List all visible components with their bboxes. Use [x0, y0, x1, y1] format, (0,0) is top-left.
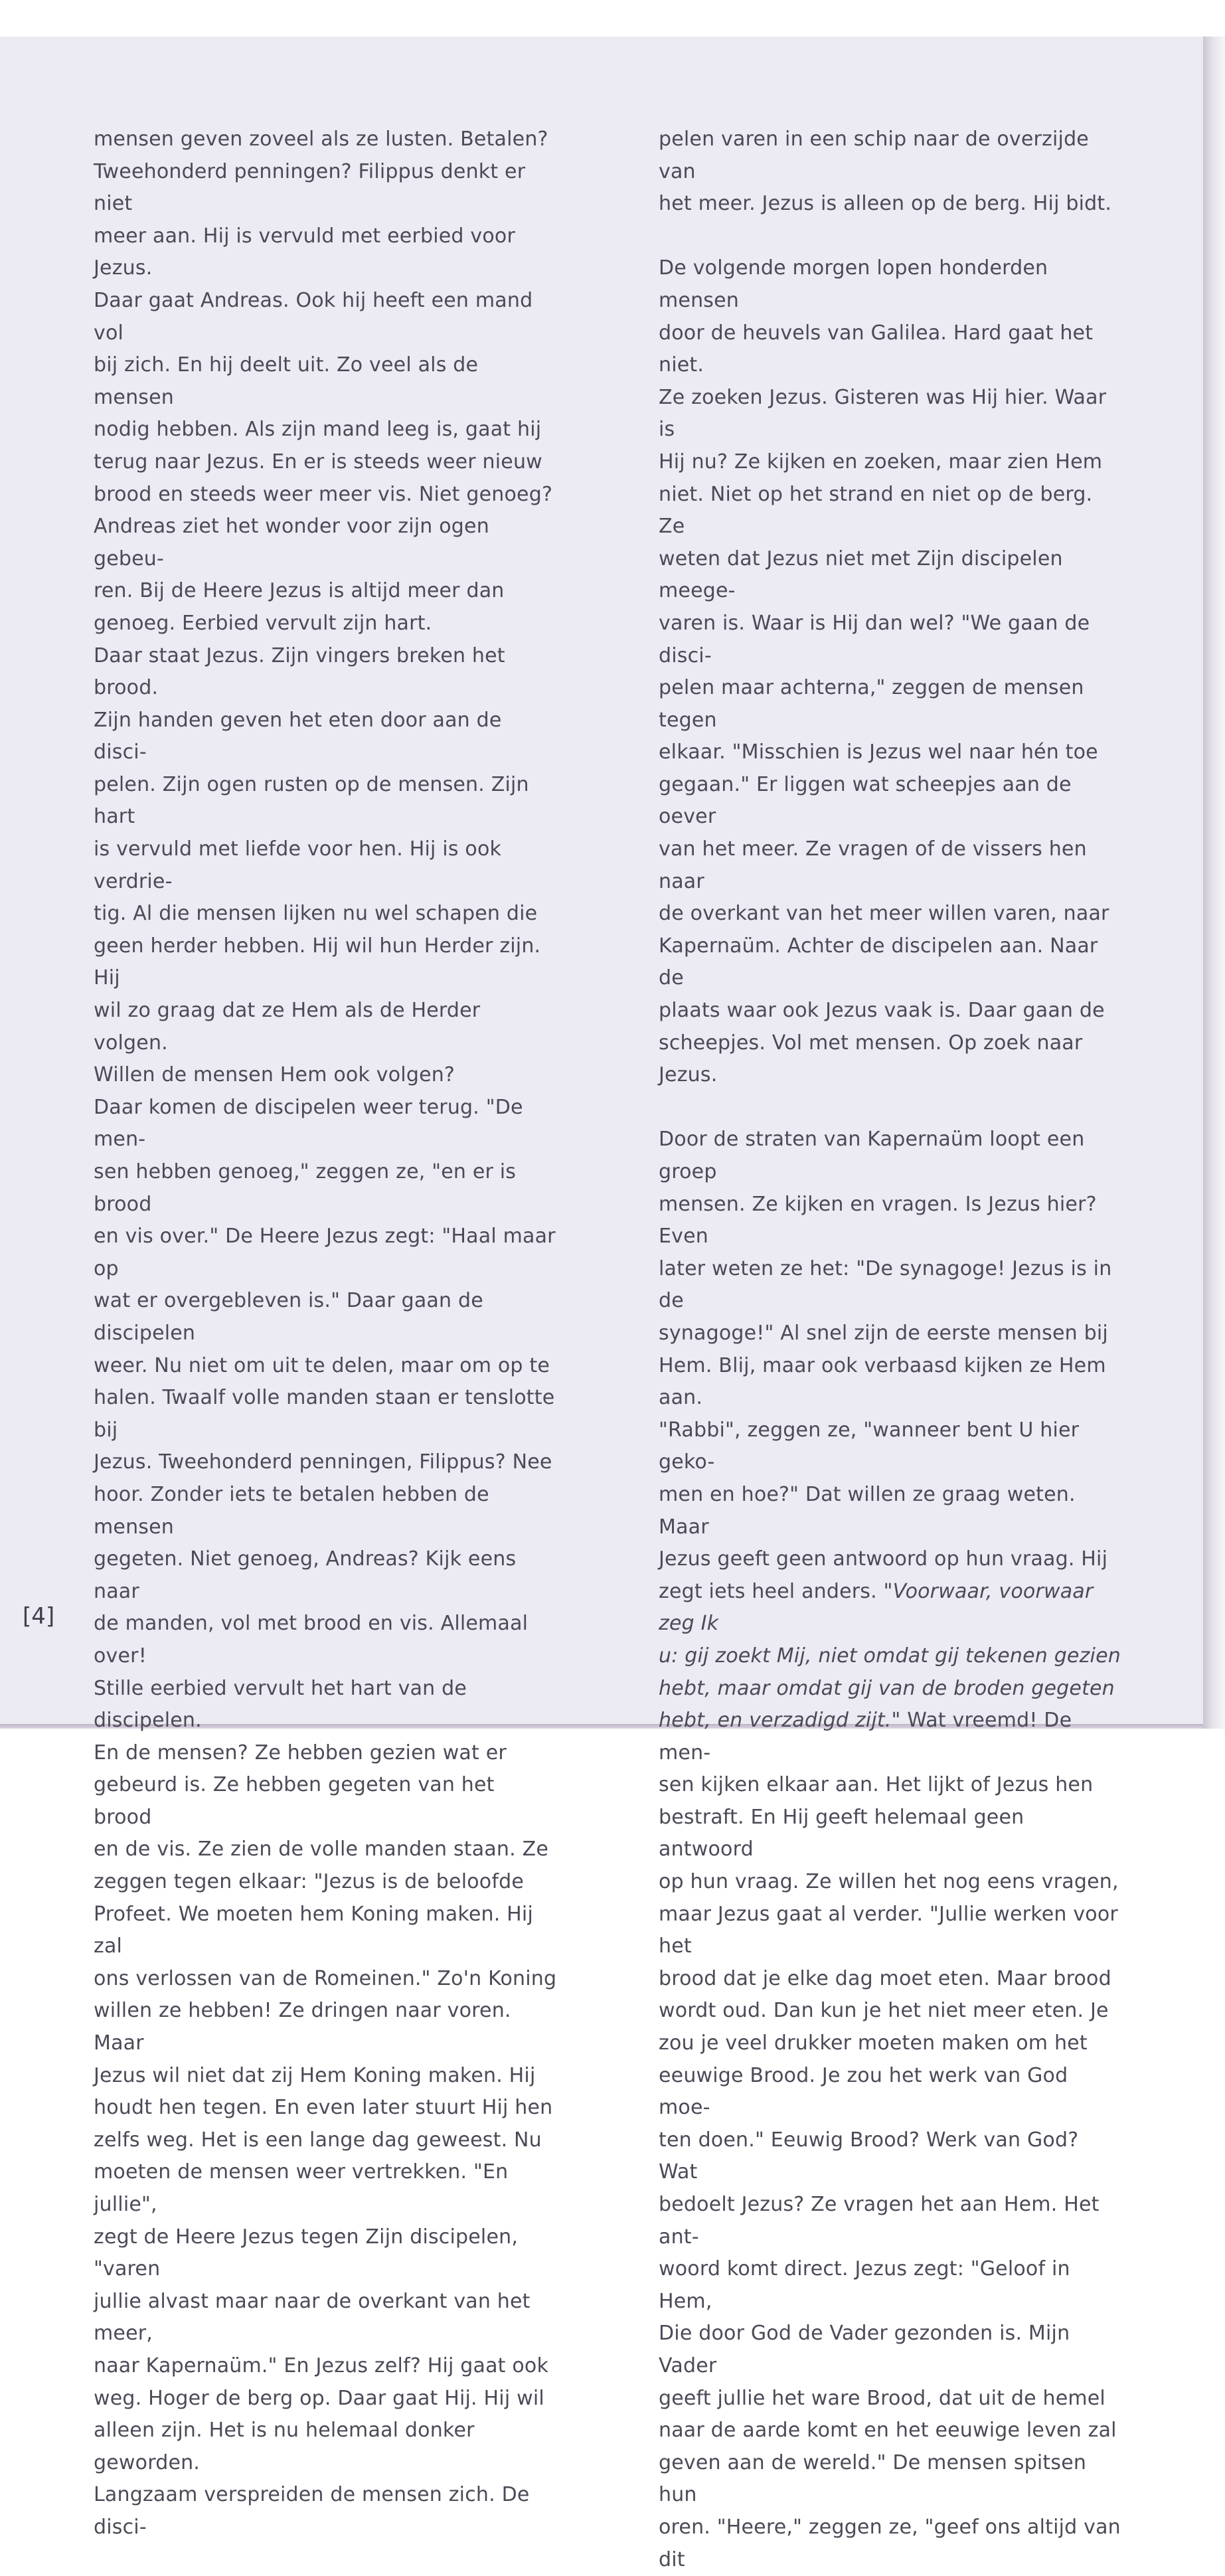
right-paragraph-3 — [659, 1124, 1123, 2576]
right-paragraph-3-end: Wat vreemd! De men- sen kijken elkaar aan. Het lijkt of Jezus hen bestraft. En Hij geeft helemaal geen antwoord op hun vraag. Ze willen het nog eens vragen, maar Jezus gaat al verder. "Jullie werken voor het brood dat je elke dag moet eten. Maar brood wordt oud. Dan kun je het niet meer eten. Je zou je veel drukker moeten maken om het eeuwige Brood. Je zou het werk van God moe- ten doen." Eeuwig Brood? Werk van God? Wat bedoelt Jezus? Ze vragen het aan Hem. Het ant- woord komt direct. Jezus zegt: "Geloof in Hem, Die door God de Vader gezonden is. Mijn Vader geeft jullie het ware Brood, dat uit de hemel naar de aarde komt en het eeuwige leven zal geven aan de wereld." De mensen spitsen hun oren. "Heere," zeggen ze, "geef ons altijd van dit — [659, 1709, 1121, 2571]
left-column — [94, 124, 558, 2544]
right-paragraph-1: pelen varen in een schip naar de overzijde van het meer. Jezus is alleen op de berg. Hij bidt. — [659, 128, 1112, 216]
left-paragraph-1: mensen geven zoveel als ze lusten. Betalen? Tweehonderd penningen? Filippus denkt er niet meer aan. Hij is vervuld met eerbied voor Jezus. Daar gaat Andreas. Ook hij heeft een mand vol bij zich. En hij deelt uit. Zo veel als de mensen nodig hebben. Als zijn mand leeg is, gaat hij terug naar Jezus. En er is steeds weer nieuw brood en steeds weer meer vis. Niet genoeg? Andreas ziet het wonder voor zijn ogen gebeu- ren. Bij de Heere Jezus is altijd meer dan genoeg. Eerbied vervult zijn hart. — [94, 128, 553, 635]
page-number: [4] — [23, 1603, 55, 1630]
right-paragraph-2: De volgende morgen lopen honderden mensen door de heuvels van Galilea. Hard gaat het niet. Ze zoeken Jezus. Gisteren was Hij hier. Waar is Hij nu? Ze kijken en zoeken, maar zien Hem niet. Niet op het strand en niet op de berg. Ze weten dat Jezus niet met Zijn discipelen meege- varen is. Waar is Hij dan wel? "We gaan de disci- pelen maar achterna," zeggen de mensen tegen elkaar. "Misschien is Jezus wel naar hén toe gegaan." Er liggen wat scheepjes aan de oever van het meer. Ze vragen of de vissers hen naar de overkant van het meer willen varen, naar Kapernaüm. Achter de discipelen aan. Naar de plaats waar ook Jezus vaak is. Daar gaan de scheepjes. Vol met mensen. Op zoek naar Jezus. — [659, 256, 1109, 1087]
left-paragraph-3: Daar komen de discipelen weer terug. "De men- sen hebben genoeg," zeggen ze, "en er is brood en vis over." De Heere Jezus zegt: "Haal maar op wat er overgebleven is." Daar gaan de discipelen weer. Nu niet om uit te delen, maar om op te halen. Twaalf volle manden staan er tenslotte bij Jezus. Tweehonderd penningen, Filippus? Nee hoor. Zonder iets te betalen hebben de mensen gegeten. Niet genoeg, Andreas? Kijk eens naar de manden, vol met brood en vis. Allemaal over! Stille eerbied vervult het hart van de discipelen. En de mensen? Ze hebben gezien wat er gebeurd is. Ze hebben gegeten van het brood en de vis. Ze zien de volle manden staan. Ze zeggen tegen elkaar: "Jezus is de beloofde Profeet. We moeten hem Koning maken. Hij zal ons verlossen van de Romeinen." Zo'n Koning willen ze hebben! Ze dringen naar voren. Maar Jezus wil niet dat zij Hem Koning maken. Hij houdt hen tegen. En even later stuurt Hij hen zelfs weg. Het is een lange dag geweest. Nu moeten de mensen weer vertrekken. "En jullie", zegt de Heere Jezus tegen Zijn discipelen, "varen jullie alvast maar naar de overkant van het meer, naar Kapernaüm." En Jezus zelf? Hij gaat ook weg. Hoger de berg op. Daar gaat Hij. Hij wil alleen zijn. Het is nu helemaal donker geworden. Langzaam verspreiden de mensen zich. De disci- — [94, 1095, 557, 2539]
left-paragraph-2: Daar staat Jezus. Zijn vingers breken het brood. Zijn handen geven het eten door aan de disci- pelen. Zijn ogen rusten op de mensen. Zijn hart is vervuld met liefde voor hen. Hij is ook verdrie- tig. Al die mensen lijken nu wel schapen die geen herder hebben. Hij wil hun Herder zijn. Hij wil zo graag dat ze Hem als de Herder volgen. Willen de mensen Hem ook volgen? — [94, 644, 541, 1087]
page-edge — [1203, 37, 1225, 1729]
scripture-quote: "Voorwaar, voorwaar zeg Ik u: gij zoekt Mij, niet omdat gij tekenen gezien hebt, maar omdat gij van de broden gegeten hebt, en verzadigd zijt." — [659, 1579, 1121, 1733]
right-paragraph-3-start: Door de straten van Kapernaüm loopt een groep mensen. Ze kijken en vragen. Is Jezus hier? Even later weten ze het: "De synagoge! Jezus is in de synagoge!" Al snel zijn de eerste mensen bij Hem. Blij, maar ook verbaasd kijken ze Hem aan. "Rabbi", zeggen ze, "wanneer bent U hier geko- men en hoe?" Dat willen ze graag weten. Maar Jezus geeft geen antwoord op hun vraag. Hij zegt iets heel anders. — [659, 1128, 1112, 1603]
right-column — [659, 124, 1123, 2576]
